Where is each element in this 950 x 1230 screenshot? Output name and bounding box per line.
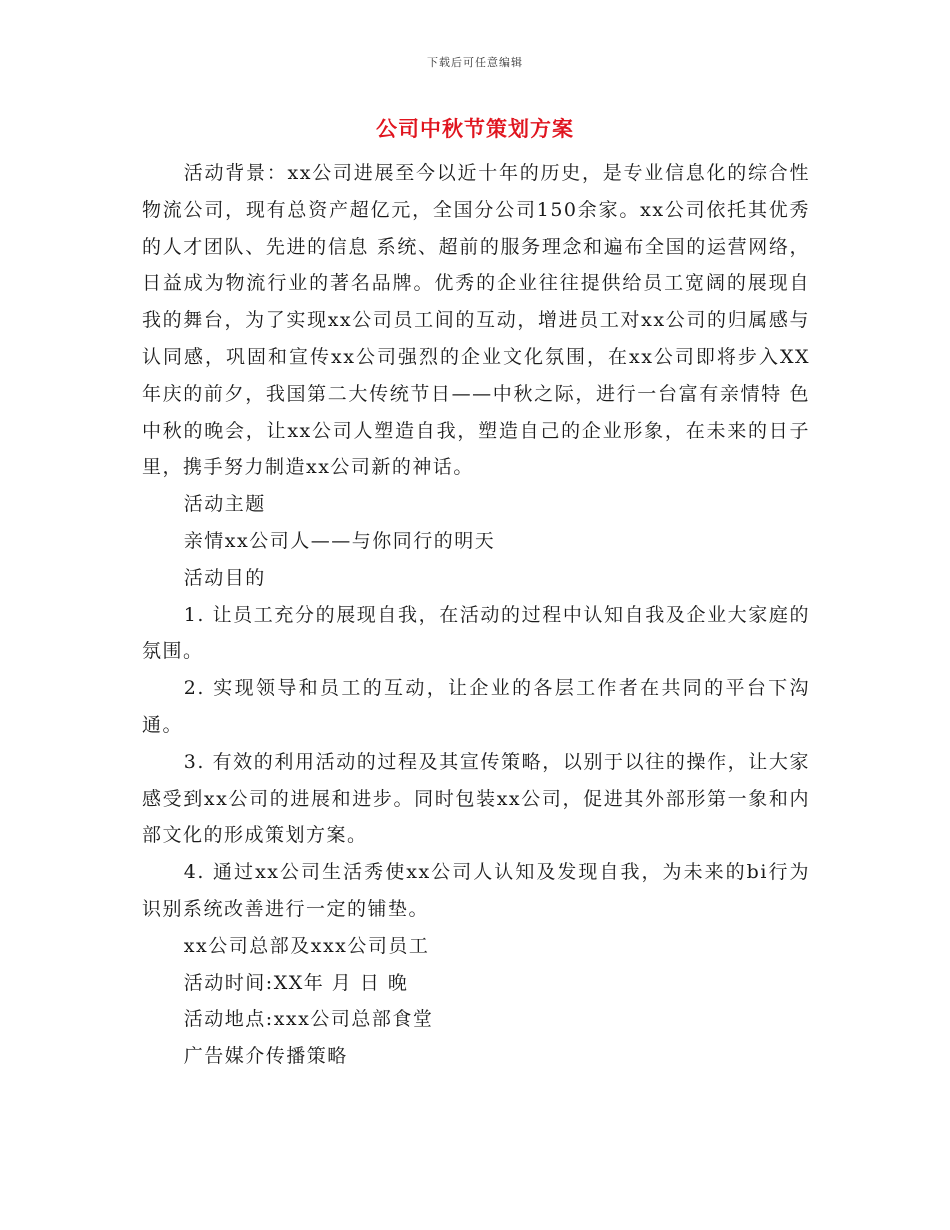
paragraph-participants: xx公司总部及xxx公司员工 bbox=[183, 934, 430, 957]
paragraph-media-strategy: 广告媒介传播策略 bbox=[183, 1045, 348, 1068]
paragraph-purpose-2: 2. 实现领导和员工的互动，让企业的各层工作者在共同的平台下沟通。 bbox=[142, 677, 810, 736]
paragraph-purpose-4: 4. 通过xx公司生活秀使xx公司人认知及发现自我，为未来的bi行为识别系统改善进行一定的铺垫。 bbox=[142, 861, 810, 920]
paragraph-purpose-heading: 活动目的 bbox=[183, 566, 266, 589]
paragraph-background: 活动背景：xx公司进展至今以近十年的历史，是专业信息化的综合性物流公司，现有总资产超亿元，全国分公司150余家。xx公司依托其优秀的人才团队、先进的信息 系统、超前的服务理念和遍布全国的运营网络，日益成为物流行业的著名品牌。优秀的企业往往提供给员工宽阔的展现自我的舞台，为了实现xx公司员工间的互动，增进员工对xx公司的归属感与认同感，巩固和宣传xx公司强烈的企业文化氛围，在xx公司即将步入XX年庆的前夕，我国第二大传统节日——中秋之际，进行一台富有亲情特 色中秋的晚会，让xx公司人塑造自我，塑造自己的企业形象，在未来的日子里，携手努力制造xx公司新的神话。 bbox=[142, 162, 810, 479]
paragraph-location: 活动地点:xxx公司总部食堂 bbox=[183, 1008, 434, 1031]
paragraph-purpose-1: 1. 让员工充分的展现自我，在活动的过程中认知自我及企业大家庭的氛围。 bbox=[142, 603, 810, 663]
paragraph-theme-heading: 活动主题 bbox=[183, 493, 266, 516]
paragraph-purpose-3: 3. 有效的利用活动的过程及其宣传策略，以别于以往的操作，让大家感受到xx公司的进展和进步。同时包装xx公司，促进其外部形第一象和内部文化的形成策划方案。 bbox=[142, 750, 810, 847]
paragraph-time: 活动时间:XX年 月 日 晚 bbox=[183, 971, 409, 994]
paragraph-theme: 亲情xx公司人——与你同行的明天 bbox=[183, 529, 496, 552]
document-body bbox=[142, 155, 810, 1075]
document-title: 公司中秋节策划方案 bbox=[376, 116, 574, 141]
page-header-note: 下载后可任意编辑 bbox=[427, 56, 523, 69]
